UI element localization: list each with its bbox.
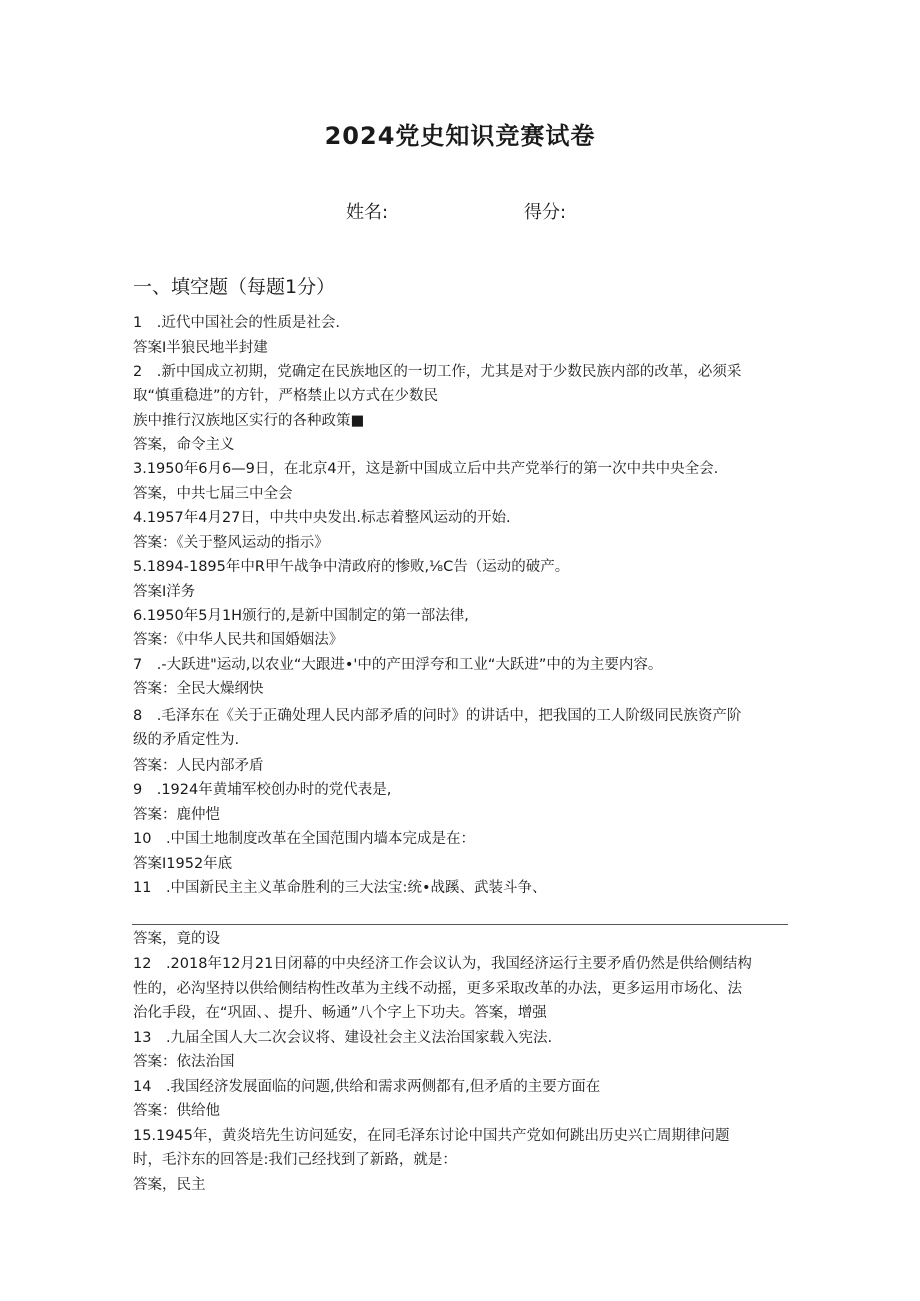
- answer-line: 答案，命令主义: [133, 437, 235, 453]
- answer-line: 答案：供给他: [133, 1103, 220, 1119]
- question-line: 2 .新中国成立初期，党确定在民族地区的一切工作，尤其是对于少数民族内部的改革，必须采: [133, 364, 742, 380]
- question-line: 8 .毛泽东在《关于正确处理人民内部矛盾的问时》的讲话中，把我国的工人阶级同民族资产阶: [133, 708, 742, 724]
- answer-line: 答案，中共七届三中全会: [133, 486, 293, 502]
- answer-line: 答案I半狼民地半封建: [133, 340, 268, 356]
- question-line: 12 .2018年12月21日闭幕的中央经济工作会议认为，我国经济运行主要矛盾仍然是供给侧结构: [133, 956, 752, 972]
- question-line: 3.1950年6月6—9日，在北京4开，这是新中国成立后中共产党举行的第一次中共中央全会.: [133, 461, 719, 477]
- question-line: 11 .中国新民主主义革命胜利的三大法宝:统•战蹊、武装斗争、: [133, 880, 547, 896]
- answer-line: 答案：《中华人民共和国婚姻法》: [133, 632, 344, 648]
- question-line: 时，毛汴东的回答是:我们己经找到了新路，就是：: [133, 1152, 457, 1168]
- question-line: 取“慎重稳进”的方针，严格禁止以方式在少数民: [133, 388, 439, 404]
- question-line: 族中推行汉族地区实行的各种政策■: [133, 413, 365, 429]
- answer-line: 答案，竟的设: [133, 931, 220, 947]
- question-line: 9 .1924年黄埔军校创办时的党代表是,: [133, 782, 392, 798]
- divider-line: [132, 924, 788, 925]
- answer-line: 答案：人民内部矛盾: [133, 758, 264, 774]
- question-line: 治化手段，在“巩固、、提升、畅通”八个字上下功夫。答案，增强: [133, 1005, 547, 1021]
- score-label: 得分:: [524, 202, 567, 223]
- question-line: 10 .中国土地制度改革在全国范围内墙本完成是在：: [133, 831, 476, 847]
- answer-line: 答案I洋务: [133, 584, 196, 600]
- section-title: 一、填空题（每题1分）: [133, 276, 336, 298]
- question-line: 级的矛盾定性为.: [133, 732, 240, 748]
- question-line: 13 .九届全国人大二次会议将、建设社会主义法治国家载入宪法.: [133, 1030, 553, 1046]
- question-line: 6.1950年5月1H颁行的,是新中国制定的第一部法律,: [133, 608, 469, 624]
- question-line: 5.1894-1895年中R甲午战争中清政府的惨败,⅛C告（运动的破产。: [133, 559, 570, 575]
- name-label: 姓名:: [346, 202, 389, 223]
- answer-line: 答案：鹿仲恺: [133, 807, 220, 823]
- question-line: 14 .我国经济发展面临的问题,供给和需求两侧都有,但矛盾的主要方面在: [133, 1079, 601, 1095]
- page-title: 2024党史知识竞赛试卷: [324, 122, 596, 150]
- question-line: 性的，必沟坚持以供给侧结构性改革为主线不动摇，更多采取改革的办法，更多运用市场化、法: [133, 981, 742, 997]
- answer-line: 答案I1952年底: [133, 856, 233, 872]
- question-line: 4.1957年4月27日，中共中央发出.标志着整风运动的开始.: [133, 510, 511, 526]
- answer-line: 答案，民主: [133, 1177, 206, 1193]
- answer-line: 答案：《关于整风运动的指示》: [133, 535, 329, 551]
- question-line: 1 .近代中国社会的性质是社会.: [133, 315, 340, 331]
- answer-line: 答案：依法治国: [133, 1054, 235, 1070]
- question-line: 15.1945年，黄炎培先生访问延安，在同毛泽东讨论中国共产党如何跳出历史兴亡周期律问题: [133, 1128, 730, 1144]
- question-line: 7 .-大跃进"运动,以农业“大跟进•'中的产田浮夸和工业“大跃进”中的为主要内容。: [133, 657, 663, 673]
- answer-line: 答案：全民大燥纲快: [133, 681, 264, 697]
